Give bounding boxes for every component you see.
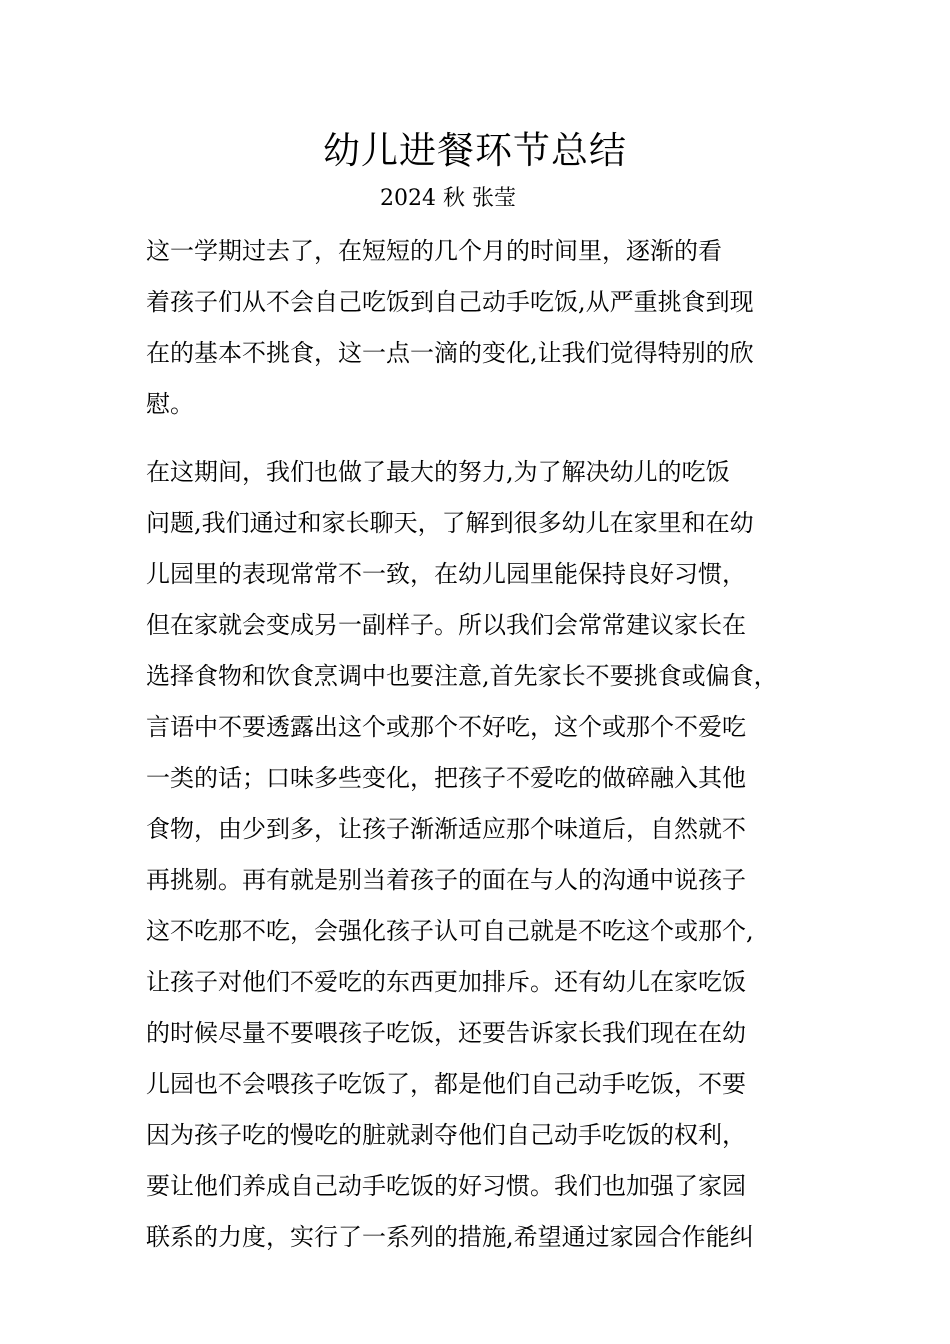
text-line: 联系的力度，实行了一系列的措施,希望通过家园合作能纠 xyxy=(146,1223,754,1251)
text-line: 慰。 xyxy=(146,390,194,418)
text-line: 儿园里的表现常常不一致，在幼儿园里能保持良好习惯， xyxy=(146,560,746,588)
text-line: 但在家就会变成另一副样子。所以我们会常常建议家长在 xyxy=(146,611,746,639)
text-line: 在的基本不挑食，这一点一滴的变化,让我们觉得特别的欣 xyxy=(146,339,754,367)
text-line: 儿园也不会喂孩子吃饭了，都是他们自己动手吃饭，不要 xyxy=(146,1070,746,1098)
text-line: 一类的话；口味多些变化，把孩子不爱吃的做碎融入其他 xyxy=(146,764,746,792)
paragraph-1 xyxy=(146,226,826,430)
paragraph-spacer xyxy=(146,430,826,447)
paragraph-2 xyxy=(146,447,826,1263)
document-title: 幼儿进餐环节总结 xyxy=(323,129,627,172)
text-line: 这不吃那不吃，会强化孩子认可自己就是不吃这个或那个, xyxy=(146,917,754,945)
text-line: 言语中不要透露出这个或那个不好吃，这个或那个不爱吃 xyxy=(146,713,746,741)
text-line: 着孩子们从不会自己吃饭到自己动手吃饭,从严重挑食到现 xyxy=(146,288,754,316)
document-body xyxy=(146,226,826,1263)
text-line: 的时候尽量不要喂孩子吃饭，还要告诉家长我们现在在幼 xyxy=(146,1019,746,1047)
text-line: 这一学期过去了，在短短的几个月的时间里，逐渐的看 xyxy=(146,237,722,265)
text-line: 问题,我们通过和家长聊天，了解到很多幼儿在家里和在幼 xyxy=(146,509,754,537)
text-line: 因为孩子吃的慢吃的脏就剥夺他们自己动手吃饭的权利， xyxy=(146,1121,746,1149)
text-line: 让孩子对他们不爱吃的东西更加排斥。还有幼儿在家吃饭 xyxy=(146,968,746,996)
text-line: 在这期间，我们也做了最大的努力,为了解决幼儿的吃饭 xyxy=(146,458,730,486)
text-line: 再挑剔。再有就是别当着孩子的面在与人的沟通中说孩子 xyxy=(146,866,746,894)
document-byline: 2024 秋 张莹 xyxy=(380,186,516,211)
text-line: 要让他们养成自己动手吃饭的好习惯。我们也加强了家园 xyxy=(146,1172,746,1200)
text-line: 食物，由少到多，让孩子渐渐适应那个味道后，自然就不 xyxy=(146,815,746,843)
text-line: 选择食物和饮食烹调中也要注意,首先家长不要挑食或偏食， xyxy=(146,662,778,690)
